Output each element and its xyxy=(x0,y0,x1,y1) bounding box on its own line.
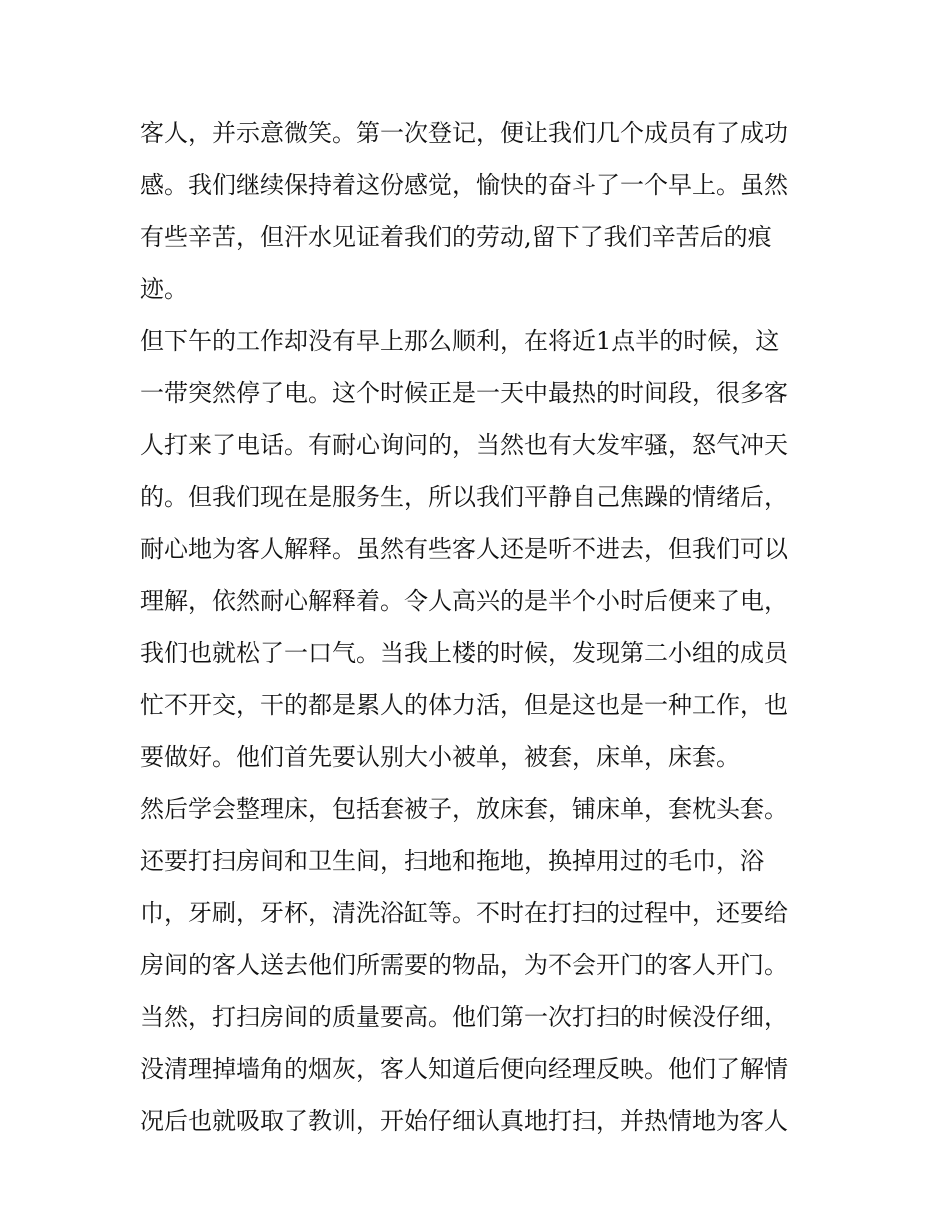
text-line: 忙不开交，干的都是累人的体力活，但是这也是一种工作，也 xyxy=(140,691,788,719)
text-line: 耐心地为客人解释。虽然有些客人还是听不进去，但我们可以 xyxy=(140,535,788,563)
text-line: 要做好。他们首先要认别大小被单，被套，床单，床套。 xyxy=(140,743,740,771)
text-line: 理解，依然耐心解释着。令人高兴的是半个小时后便来了电， xyxy=(140,587,788,615)
text-line: 感。我们继续保持着这份感觉，愉快的奋斗了一个早上。虽然 xyxy=(140,171,788,199)
text-line: 客人，并示意微笑。第一次登记，便让我们几个成员有了成功 xyxy=(140,119,788,147)
text-line: 我们也就松了一口气。当我上楼的时候，发现第二小组的成员 xyxy=(140,639,788,667)
text-line: 但下午的工作却没有早上那么顺利，在将近1点半的时候，这 xyxy=(140,327,780,355)
text-line: 有些辛苦，但汗水见证着我们的劳动,留下了我们辛苦后的痕 xyxy=(140,223,772,251)
text-line: 还要打扫房间和卫生间，扫地和拖地，换掉用过的毛巾，浴 xyxy=(140,847,764,875)
text-line: 巾，牙刷，牙杯，清洗浴缸等。不时在打扫的过程中，还要给 xyxy=(140,899,788,927)
text-line: 人打来了电话。有耐心询问的，当然也有大发牢骚，怒气冲天 xyxy=(140,431,788,459)
text-line: 然后学会整理床，包括套被子，放床套，铺床单，套枕头套。 xyxy=(140,795,788,823)
text-line: 当然，打扫房间的质量要高。他们第一次打扫的时候没仔细， xyxy=(140,1003,788,1031)
text-line: 一带突然停了电。这个时候正是一天中最热的时间段，很多客 xyxy=(140,379,788,407)
body-text xyxy=(140,107,830,1147)
text-line: 况后也就吸取了教训，开始仔细认真地打扫，并热情地为客人 xyxy=(140,1107,788,1135)
text-line: 没清理掉墙角的烟灰，客人知道后便向经理反映。他们了解情 xyxy=(140,1055,788,1083)
text-line: 房间的客人送去他们所需要的物品，为不会开门的客人开门。 xyxy=(140,951,788,979)
text-line: 的。但我们现在是服务生，所以我们平静自己焦躁的情绪后， xyxy=(140,483,788,511)
text-line: 迹。 xyxy=(140,275,188,303)
